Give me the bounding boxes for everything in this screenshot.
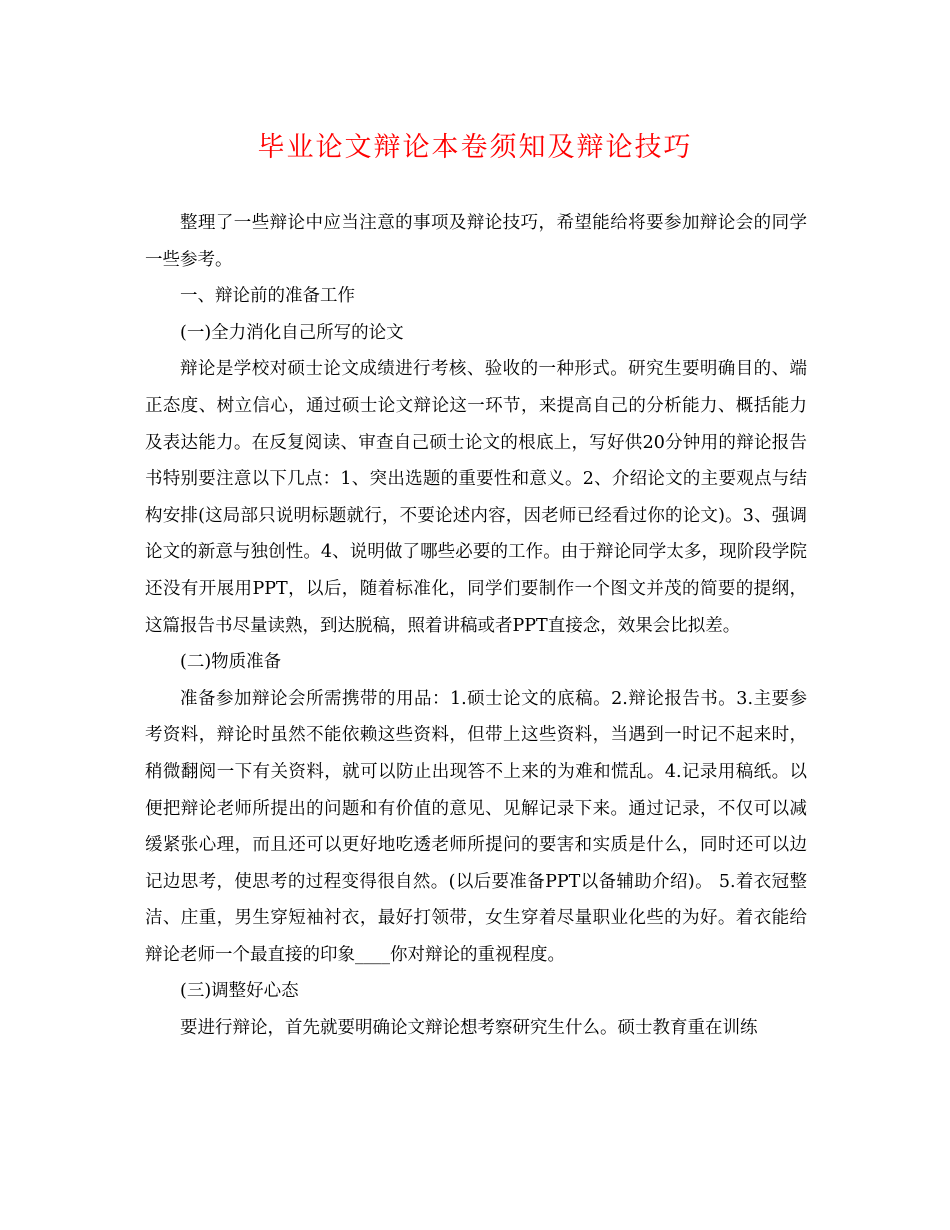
subheading-material-preparation: (二)物质准备 — [180, 652, 282, 673]
subheading-mindset: (三)调整好心态 — [180, 981, 299, 1002]
document-body — [145, 205, 807, 1047]
subheading-digest-thesis: (一)全力消化自己所写的论文 — [180, 322, 404, 343]
section-heading-preparation: 一、辩论前的准备工作 — [180, 286, 355, 307]
paragraph-mindset: 要进行辩论，首先就要明确论文辩论想考察研究生什么。硕士教育重在训练 — [180, 1018, 758, 1039]
document-title: 毕业论文辩论本卷须知及辩论技巧 — [257, 132, 693, 163]
paragraph-digest-thesis: 辩论是学校对硕士论文成绩进行考核、验收的一种形式。研究生要明确目的、端正态度、树立信心，通过硕士论文辩论这一环节，来提高自己的分析能力、概括能力及表达能力。在反复阅读、审查自己硕士论文的根底上，写好供20分钟用的辩论报告书特别要注意以下几点：1、突出选题的重要性和意义。2、介绍论文的主要观点与结构安排(这局部只说明标题就行，不要论述内容，因老师已经看过你的论文)。3、强调论文的新意与独创性。4、说明做了哪些必要的工作。由于辩论同学太多，现阶段学院还没有开展用PPT，以后，随着标准化，同学们要制作一个图文并茂的简要的提纲，这篇报告书尽量读熟，到达脱稿，照着讲稿或者PPT直接念，效果会比拟差。 — [145, 359, 807, 636]
paragraph-material-preparation: 准备参加辩论会所需携带的用品：1.硕士论文的底稿。2.辩论报告书。3.主要参考资料，辩论时虽然不能依赖这些资料，但带上这些资料，当遇到一时记不起来时，稍微翻阅一下有关资料，就可以防止出现答不上来的为难和慌乱。4.记录用稿纸。以便把辩论老师所提出的问题和有价值的意见、见解记录下来。通过记录，不仅可以减缓紧张心理，而且还可以更好地吃透老师所提问的要害和实质是什么，同时还可以边记边思考，使思考的过程变得很自然。(以后要准备PPT以备辅助介绍)。 5.着衣冠整洁、庄重，男生穿短袖衬衣，最好打领带，女生穿着尽量职业化些的为好。着衣能给辩论老师一个最直接的印象____你对辩论的重视程度。 — [145, 688, 807, 965]
paragraph-intro: 整理了一些辩论中应当注意的事项及辩论技巧，希望能给将要参加辩论会的同学一些参考。 — [145, 213, 807, 270]
